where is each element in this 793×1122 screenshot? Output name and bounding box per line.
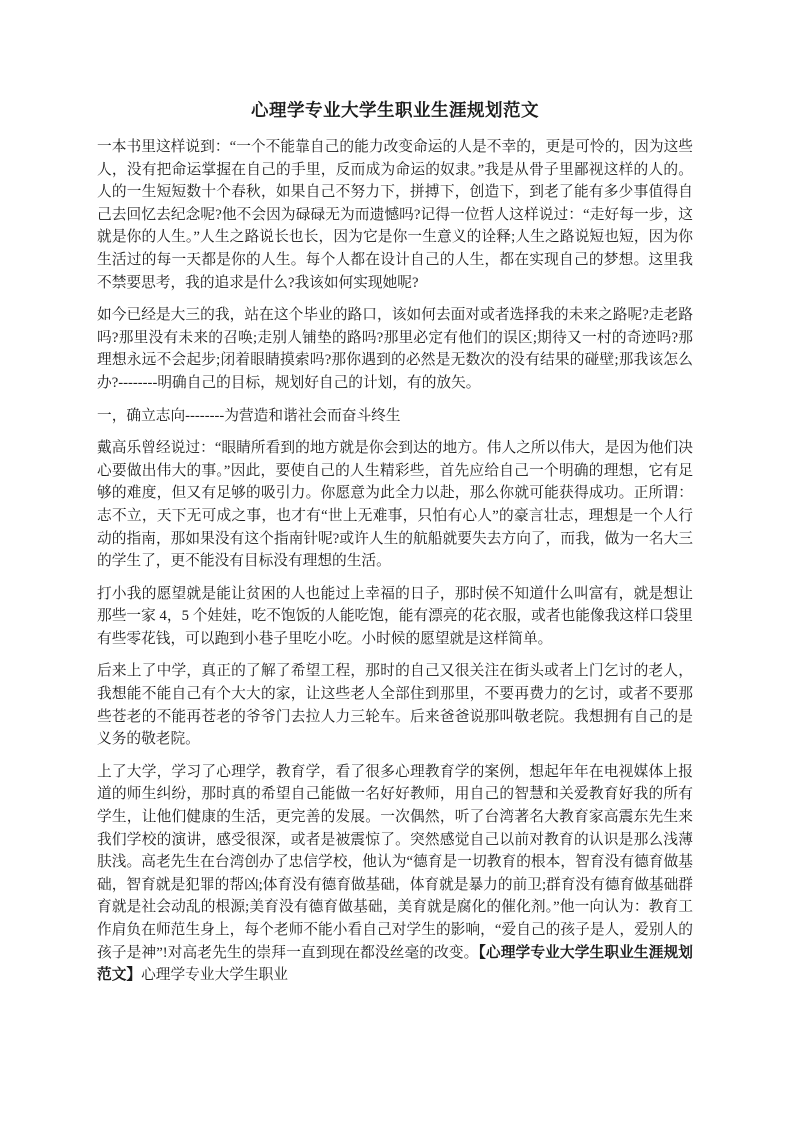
paragraph-2: 如今已经是大三的我，站在这个毕业的路口，该如何去面对或者选择我的未来之路呢?走老路吗?那里没有未来的召唤;走别人铺垫的路吗?那里必定有他们的误区;期待又一村的奇迹吗?那理想永远不会起步;闭着眼睛摸索吗?那你遇到的必然是无数次的没有结果的碰壁;那我该怎么办?--------明确自己的目标，规划好自己的计划，有的放矢。 bbox=[97, 307, 693, 391]
paragraph-1: 一本书里这样说到：“一个不能靠自己的能力改变命运的人是不幸的，更是可怜的，因为这些人，没有把命运掌握在自己的手里，反而成为命运的奴隶。”我是从骨子里鄙视这样的人的。人的一生短短数十个春秋，如果自己不努力下，拼搏下，创造下，到老了能有多少事值得自己去回忆去纪念呢?他不会因为碌碌无为而遗憾吗?记得一位哲人这样说过：“走好每一步，这就是你的人生。”人生之路说长也长，因为它是你一生意义的诠释;人生之路说短也短，因为你生活过的每一天都是你的人生。每个人都在设计自己的人生，都在实现自己的梦想。这里我不禁要思考，我的追求是什么?我该如何实现她呢? bbox=[97, 139, 693, 291]
section-heading-1: 一，确立志向--------为营造和谐社会而奋斗终生 bbox=[97, 407, 401, 424]
paragraph-3: 戴高乐曾经说过：“眼睛所看到的地方就是你会到达的地方。伟人之所以伟大，是因为他们决心要做出伟大的事。”因此，要使自己的人生精彩些，首先应给自己一个明确的理想，它有足够的难度，但又有足够的吸引力。你愿意为此全力以赴，那么你就可能获得成功。正所谓：志不立，天下无可成之事，也才有“世上无难事，只怕有心人”的豪言壮志，理想是一个人行动的指南，那如果没有这个指南针呢?或许人生的航船就要失去方向了，而我，做为一名大三的学生了，更不能没有目标没有理想的生活。 bbox=[97, 440, 693, 570]
paragraph-6-lead: 上了大学，学习了心理学，教育学，看了很多心理教育学的案例，想起年年在电视媒体上报道的师生纠纷，那时真的希望自己能做一名好好教师，用自己的智慧和关爱教育好我的所有学生，让他们健康的生活，更完善的发展。一次偶然，听了台湾著名大教育家高震东先生来我们学校的演讲，感受很深，或者是被震惊了。突然感觉自己以前对教育的认识是那么浅薄肤浅。高老先生在台湾创办了忠信学校，他认为“德育是一切教育的根本，智育没有德育做基础，智育就是犯罪的帮凶;体育没有德育做基础，体育就是暴力的前卫;群育没有德育做基础群育就是社会动乱的根源;美育没有德育做基础，美育就是腐化的催化剂。”他一向认为：教育工作肩负在师范生身上，每个老师不能小看自己对学生的影响，“爱自己的孩子是人，爱别人的孩子是神”!对高老先生的崇拜一直到现在都没丝毫的改变。 bbox=[97, 763, 693, 961]
paragraph-6 bbox=[97, 761, 693, 987]
paragraph-6-tail: 心理学专业大学生职业 bbox=[141, 967, 288, 984]
paragraph-4: 打小我的愿望就是能让贫困的人也能过上幸福的日子，那时侯不知道什么叫富有，就是想让那些一家 4，5 个娃娃，吃不饱饭的人能吃饱，能有漂亮的花衣服，或者也能像我这样口袋里有些零花钱，可以跑到小巷子里吃小吃。小时候的愿望就是这样简单。 bbox=[97, 585, 693, 647]
document-title: 心理学专业大学生职业生涯规划范文 bbox=[251, 100, 539, 120]
paragraph-6-bold-title: 【心理学专业大学生职业生涯规划范文】 bbox=[97, 944, 693, 984]
paragraph-5: 后来上了中学，真正的了解了希望工程，那时的自己又很关注在街头或者上门乞讨的老人，我想能不能自己有个大大的家，让这些老人全部住到那里，不要再费力的乞讨，或者不要那些苍老的不能再苍老的爷爷门去拉人力三轮车。后来爸爸说那叫敬老院。我想拥有自己的是义务的敬老院。 bbox=[97, 663, 693, 748]
